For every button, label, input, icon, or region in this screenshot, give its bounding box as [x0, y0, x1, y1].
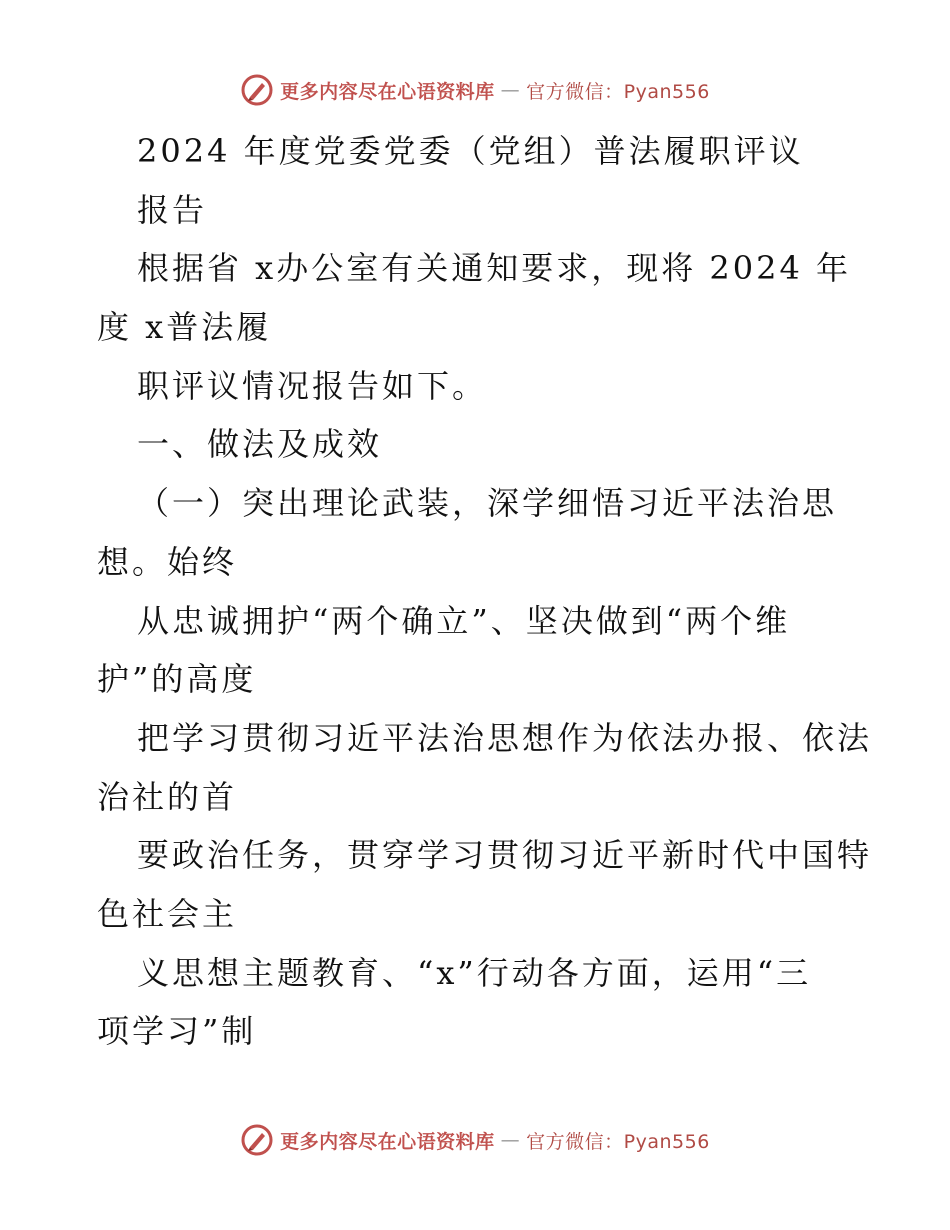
pen-logo-icon	[240, 1123, 274, 1157]
document-body	[97, 122, 887, 1061]
watermark-label: 更多内容尽在心语资料库	[280, 80, 495, 103]
text-line: 想。始终	[97, 542, 238, 581]
text-line: 把学习贯彻习近平法治思想作为依法办报、依法	[137, 718, 873, 757]
text-line: 一、做法及成效	[137, 425, 383, 464]
pen-logo-icon	[240, 73, 274, 107]
text-line: 职评议情况报告如下。	[137, 366, 488, 405]
watermark-label: 更多内容尽在心语资料库	[280, 1130, 495, 1153]
text-line: 护”的高度	[97, 660, 257, 699]
watermark-footer	[0, 1120, 950, 1160]
text-line: 治社的首	[97, 777, 238, 816]
watermark-separator: —	[500, 79, 521, 101]
text-line: 报告	[137, 190, 208, 229]
text-line: 要政治任务，贯穿学习贯彻习近平新时代中国特	[137, 836, 873, 875]
text-line: 度 x普法履	[97, 308, 272, 347]
watermark-contact: 官方微信：Pyan556	[526, 1130, 710, 1153]
text-line: 项学习”制	[97, 1012, 257, 1051]
text-line: 2024 年度党委党委（党组）普法履职评议	[137, 132, 804, 170]
text-line: （一）突出理论武装，深学细悟习近平法治思	[137, 484, 838, 523]
watermark-header	[0, 70, 950, 110]
text-line: 根据省 x办公室有关通知要求，现将 2024 年	[137, 249, 852, 288]
watermark-contact: 官方微信：Pyan556	[526, 80, 710, 103]
watermark-separator: —	[500, 1129, 521, 1151]
text-line: 从忠诚拥护“两个确立”、坚决做到“两个维	[137, 601, 791, 640]
text-line: 色社会主	[97, 894, 238, 933]
text-line: 义思想主题教育、“x”行动各方面，运用“三	[137, 953, 812, 992]
